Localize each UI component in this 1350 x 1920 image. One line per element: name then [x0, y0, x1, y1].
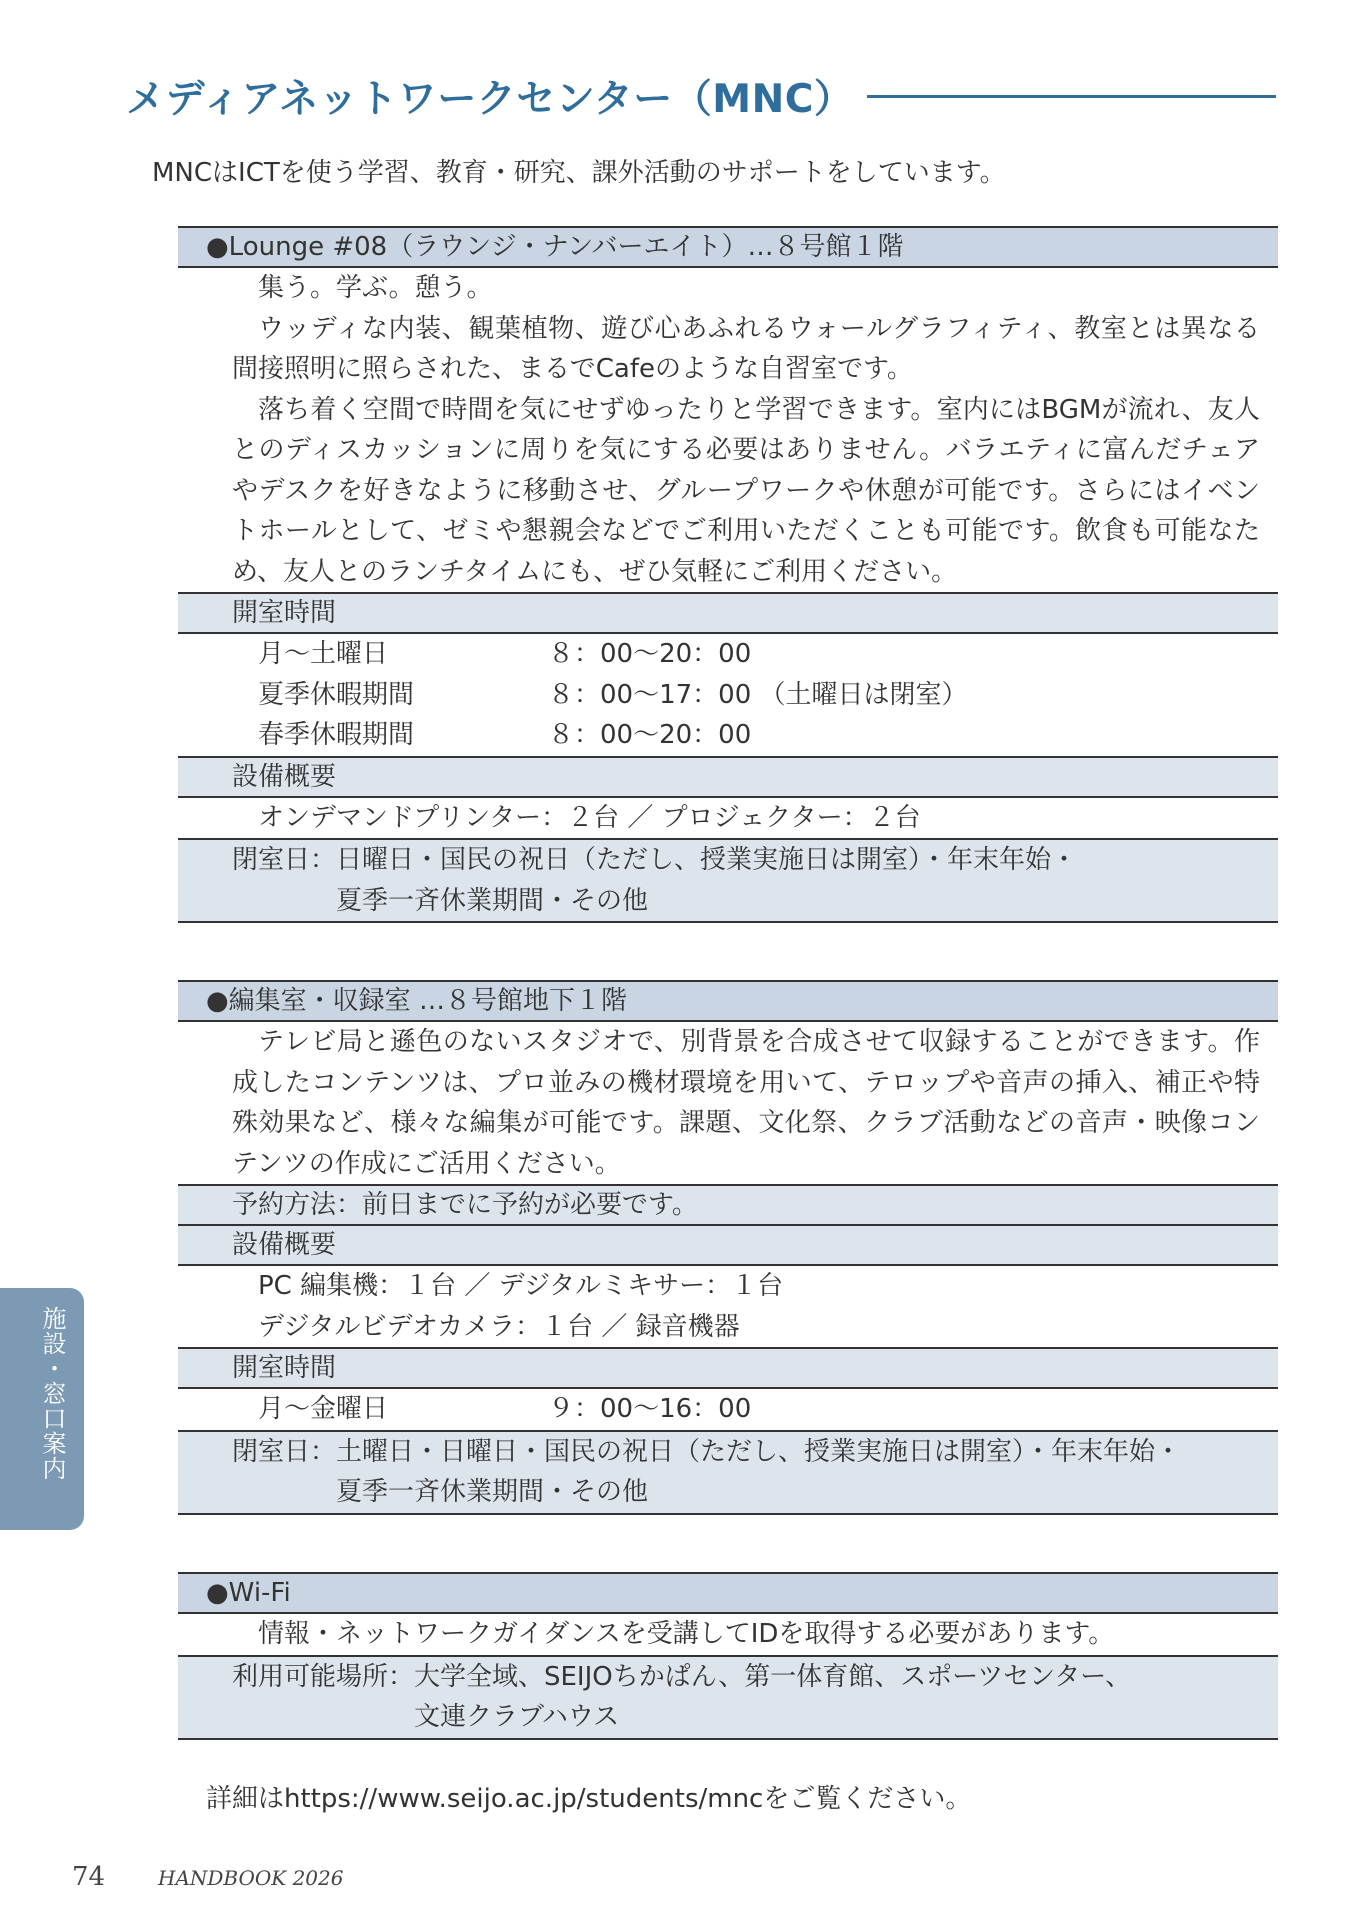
page-number: 74	[72, 1862, 106, 1892]
studio-reservation: 予約方法：前日までに予約が必要です。	[178, 1184, 1278, 1226]
side-index-tab-label: 施設・窓口案内	[38, 1306, 66, 1481]
wifi-places-line: 利用可能場所：大学全域、SEIJOちかぱん、第一体育館、スポーツセンター、	[232, 1661, 1132, 1692]
handbook-label: HANDBOOK 2026	[158, 1866, 344, 1890]
studio-hours-row	[178, 1389, 1278, 1430]
wifi-places-line: 文連クラブハウス	[414, 1702, 620, 1732]
studio-hours-label: 開室時間	[178, 1347, 1278, 1389]
lounge-closed-days	[178, 838, 1278, 923]
intro-text: MNCはICTを使う学習、教育・研究、課外活動のサポートをしています。	[152, 158, 1006, 188]
wifi-header: ●Wi-Fi	[178, 1572, 1278, 1614]
studio-equip-label: 設備概要	[178, 1226, 1278, 1266]
lounge-catchphrase: 集う。学ぶ。憩う。	[258, 273, 493, 303]
hours-day: 夏季休暇期間	[258, 679, 415, 710]
lounge-section	[178, 226, 1278, 923]
details-url-note: 詳細はhttps://www.seijo.ac.jp/students/mncをご覧ください。	[206, 1784, 972, 1814]
studio-header: ●編集室・収録室 …８号館地下１階	[178, 980, 1278, 1022]
lounge-hours-row	[178, 715, 1278, 756]
studio-section	[178, 980, 1278, 1515]
hours-time: ８：00～20：00	[548, 720, 752, 750]
closed-days-line: 夏季一斉休業期間・その他	[336, 885, 649, 916]
lounge-hours-label: 開室時間	[178, 592, 1278, 634]
lounge-equip-label: 設備概要	[178, 756, 1278, 798]
page-title-bar	[126, 68, 1276, 124]
hours-day: 春季休暇期間	[258, 720, 415, 750]
studio-paragraph: テレビ局と遜色のないスタジオで、別背景を合成させて収録することができます。作成したコンテンツは、プロ並みの機材環境を用いて、テロップや音声の挿入、補正や特殊効果など、様々な編集が可能です。課題、文化祭、クラブ活動などの音声・映像コンテンツの作成にご活用ください。	[232, 1027, 1260, 1179]
lounge-hours-row	[178, 634, 1278, 675]
hours-day: 月～金曜日	[258, 1394, 389, 1424]
closed-days-line: 閉室日：土曜日・日曜日・国民の祝日（ただし、授業実施日は開室）・年末年始・	[232, 1436, 1182, 1467]
side-index-tab	[0, 1288, 84, 1530]
lounge-paragraph-1: ウッディな内装、観葉植物、遊び心あふれるウォールグラフィティ、教室とは異なる間接照明に照らされた、まるでCafeのような自習室です。	[232, 313, 1260, 384]
hours-time: ９：00～16：00	[548, 1394, 752, 1424]
title-rule	[867, 95, 1276, 98]
hours-time: ８：00～17：00 （土曜日は閉室）	[548, 679, 968, 710]
page-title: メディアネットワークセンター（MNC）	[126, 77, 854, 122]
lounge-equipment: オンデマンドプリンター：２台 ／ プロジェクター：２台	[258, 802, 921, 833]
closed-days-line: 閉室日：日曜日・国民の祝日（ただし、授業実施日は開室）・年末年始・	[232, 845, 1078, 875]
wifi-info: 情報・ネットワークガイダンスを受講してIDを取得する必要があります。	[258, 1619, 1115, 1649]
wifi-places	[178, 1655, 1278, 1740]
wifi-section	[178, 1572, 1278, 1740]
studio-equipment-line: PC 編集機：１台 ／ デジタルミキサー：１台	[258, 1271, 784, 1301]
studio-equipment-line: デジタルビデオカメラ：１台 ／ 録音機器	[258, 1311, 740, 1342]
hours-day: 月～土曜日	[258, 639, 389, 669]
lounge-hours-row	[178, 675, 1278, 716]
closed-days-line: 夏季一斉休業期間・その他	[336, 1477, 649, 1507]
lounge-paragraph-2: 落ち着く空間で時間を気にせずゆったりと学習できます。室内にはBGMが流れ、友人とのディスカッションに周りを気にする必要はありません。バラエティに富んだチェアやデスクを好きなように移動させ、グループワークや休憩が可能です。さらにはイベントホールとして、ゼミや懇親会などでご利用いただくことも可能です。飲食も可能なため、友人とのランチタイムにも、ぜひ気軽にご利用ください。	[232, 394, 1260, 587]
studio-closed-days	[178, 1430, 1278, 1515]
hours-time: ８：00～20：00	[548, 639, 752, 669]
lounge-header: ●Lounge #08（ラウンジ・ナンバーエイト）…８号館１階	[178, 226, 1278, 268]
